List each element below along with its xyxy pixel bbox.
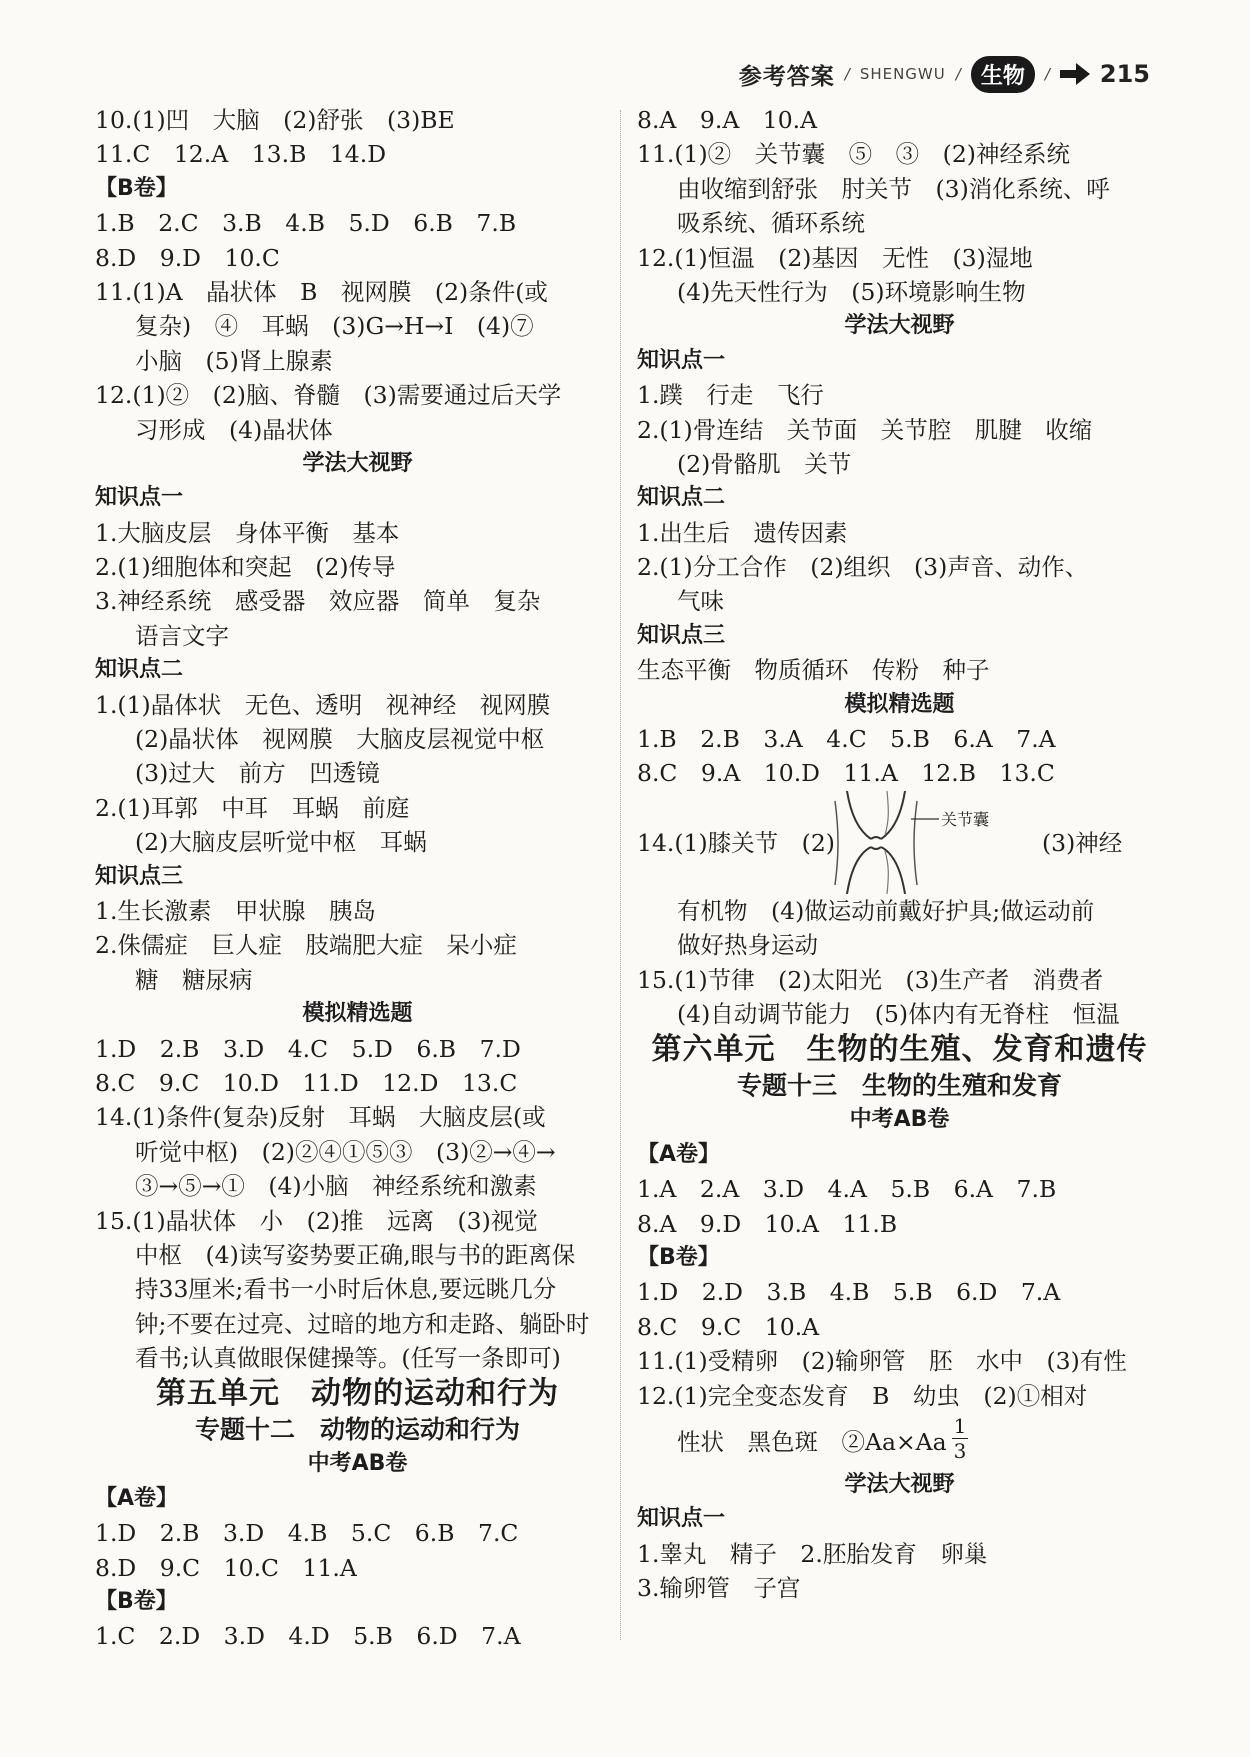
answer-line: 11.(1)受精卵 (2)输卵管 胚 水中 (3)有性 bbox=[637, 1347, 1127, 1376]
fraction bbox=[952, 1415, 968, 1462]
answer-line: 1.B 2.C 3.B 4.B 5.D 6.B 7.B bbox=[95, 209, 517, 238]
topic-title: 专题十二 动物的运动和行为 bbox=[194, 1415, 520, 1445]
answer-line: (2)晶状体 视网膜 大脑皮层视觉中枢 bbox=[135, 725, 545, 754]
answer-line: 8.D 9.C 10.C 11.A bbox=[95, 1553, 357, 1582]
header-pinyin: SHENGWU bbox=[859, 65, 946, 83]
answer-line: 10.(1)凹 大脑 (2)舒张 (3)BE bbox=[95, 106, 455, 134]
section-heading: 学法大视野 bbox=[844, 313, 955, 339]
answer-line: 语言文字 bbox=[135, 621, 229, 650]
answer-line: 持33厘米;看书一小时后休息,要远眺几分 bbox=[135, 1275, 557, 1304]
section-label: 知识点二 bbox=[637, 485, 726, 511]
unit-title: 第六单元 生物的生殖、发育和遗传 bbox=[651, 1032, 1148, 1068]
answer-line: 11.(1)A 晶状体 B 视网膜 (2)条件(或 bbox=[95, 277, 548, 306]
answer-line: 12.(1)完全变态发育 B 幼虫 (2)①相对 bbox=[637, 1381, 1088, 1410]
answer-line: 1.D 2.B 3.D 4.B 5.C 6.B 7.C bbox=[95, 1519, 519, 1548]
answer-line: 8.A 9.D 10.A 11.B bbox=[637, 1209, 898, 1238]
answer-line: 3.输卵管 子宫 bbox=[637, 1574, 801, 1603]
section-label: 【A卷】 bbox=[637, 1141, 721, 1167]
answer-line: 11.C 12.A 13.B 14.D bbox=[95, 140, 387, 169]
answer-line: 11.(1)② 关节囊 ⑤ ③ (2)神经系统 bbox=[637, 140, 1070, 169]
answer-line: 12.(1)恒温 (2)基因 无性 (3)湿地 bbox=[637, 243, 1033, 272]
answer-line: 1.D 2.B 3.D 4.C 5.D 6.B 7.D bbox=[95, 1034, 521, 1063]
section-label: 知识点二 bbox=[95, 657, 184, 683]
answer-line: 1.(1)晶体状 无色、透明 视神经 视网膜 bbox=[95, 690, 551, 719]
answer-line: 复杂) ④ 耳蜗 (3)G→H→I (4)⑦ bbox=[135, 312, 534, 341]
answer-line: 8.D 9.D 10.C bbox=[95, 243, 280, 272]
topic-title: 专题十三 生物的生殖和发育 bbox=[736, 1071, 1062, 1101]
answer-line: 2.(1)分工合作 (2)组织 (3)声音、动作、 bbox=[637, 553, 1089, 582]
section-label: 【B卷】 bbox=[95, 1589, 178, 1615]
joint-capsule-label: 关节囊 bbox=[941, 809, 990, 829]
header-label: 参考答案 bbox=[738, 63, 835, 90]
right-arrow-icon bbox=[1060, 63, 1090, 85]
answer-line: 1.生长激素 甲状腺 胰岛 bbox=[95, 896, 376, 925]
answer-line: 1.出生后 遗传因素 bbox=[637, 518, 848, 547]
subject-badge: 生物 bbox=[971, 56, 1035, 93]
section-label: 知识点一 bbox=[95, 485, 184, 511]
answer-line: 15.(1)节律 (2)太阳光 (3)生产者 消费者 bbox=[637, 965, 1104, 994]
answer-line: 1.B 2.B 3.A 4.C 5.B 6.A 7.A bbox=[637, 725, 1056, 754]
fraction-denominator: 3 bbox=[953, 1438, 967, 1463]
answer-line: 8.C 9.C 10.D 11.D 12.D 13.C bbox=[95, 1068, 518, 1097]
section-label: 知识点一 bbox=[637, 347, 726, 373]
section-label: 【B卷】 bbox=[95, 175, 178, 201]
answer-line: 由收缩到舒张 肘关节 (3)消化系统、呼 bbox=[677, 174, 1110, 203]
section-heading: 中考AB卷 bbox=[849, 1107, 950, 1133]
answer-line: 1.睾丸 精子 2.胚胎发育 卵巢 bbox=[637, 1539, 988, 1568]
answer-line: 气味 bbox=[677, 587, 724, 616]
right-column bbox=[637, 103, 1162, 1605]
fraction-row bbox=[637, 1413, 1162, 1468]
answer-line: 有机物 (4)做运动前戴好护具;做运动前 bbox=[677, 896, 1095, 925]
section-label: 【B卷】 bbox=[637, 1244, 720, 1270]
answer-line: 钟;不要在过亮、过暗的地方和走路、躺卧时 bbox=[135, 1309, 590, 1338]
answer-line: 1.A 2.A 3.D 4.A 5.B 6.A 7.B bbox=[637, 1175, 1057, 1204]
answer-line: 看书;认真做眼保健操等。(任写一条即可) bbox=[135, 1344, 561, 1373]
answer-line: 性状 黑色斑 ②Aa×Aa bbox=[677, 1427, 947, 1456]
answer-line: 糖 糖尿病 bbox=[135, 965, 253, 994]
answer-line: 1.大脑皮层 身体平衡 基本 bbox=[95, 518, 400, 547]
answer-line: (3)神经 bbox=[1042, 828, 1123, 857]
section-label: 知识点一 bbox=[637, 1506, 726, 1532]
answer-line: 中枢 (4)读写姿势要正确,眼与书的距离保 bbox=[135, 1240, 576, 1269]
knee-diagram-row bbox=[637, 791, 1162, 894]
unit-title: 第五单元 动物的运动和行为 bbox=[156, 1376, 559, 1412]
section-heading: 学法大视野 bbox=[844, 1471, 955, 1497]
section-heading: 模拟精选题 bbox=[302, 1001, 413, 1027]
answer-line: 14.(1)膝关节 (2) bbox=[637, 828, 835, 857]
header-slash: / bbox=[955, 65, 961, 83]
page-header bbox=[739, 52, 1150, 96]
answer-line: ③→⑤→① (4)小脑 神经系统和激素 bbox=[135, 1172, 537, 1201]
answer-line: (4)先天性行为 (5)环境影响生物 bbox=[677, 277, 1026, 306]
section-label: 知识点三 bbox=[637, 622, 726, 648]
answer-line: (2)大脑皮层听觉中枢 耳蜗 bbox=[135, 828, 427, 857]
answer-line: 8.C 9.A 10.D 11.A 12.B 13.C bbox=[637, 759, 1055, 788]
answer-line: (2)骨骼肌 关节 bbox=[677, 449, 852, 478]
answer-line: (4)自动调节能力 (5)体内有无脊柱 恒温 bbox=[677, 999, 1120, 1028]
answer-line: 听觉中枢) (2)②④①⑤③ (3)②→④→ bbox=[135, 1137, 556, 1166]
header-slash: / bbox=[1044, 65, 1050, 83]
answer-line: 2.(1)细胞体和突起 (2)传导 bbox=[95, 553, 396, 582]
answer-line: 小脑 (5)肾上腺素 bbox=[135, 346, 333, 375]
page-number: 215 bbox=[1099, 60, 1150, 88]
answer-line: 2.侏儒症 巨人症 肢端肥大症 呆小症 bbox=[95, 931, 517, 960]
section-heading: 模拟精选题 bbox=[844, 691, 955, 717]
answer-line: 12.(1)② (2)脑、脊髓 (3)需要通过后天学 bbox=[95, 381, 562, 410]
answer-line: (3)过大 前方 凹透镜 bbox=[135, 759, 380, 788]
answer-line: 3.神经系统 感受器 效应器 简单 复杂 bbox=[95, 587, 541, 616]
section-label: 【A卷】 bbox=[95, 1485, 179, 1511]
answer-line: 吸系统、循环系统 bbox=[677, 209, 865, 238]
answer-line: 生态平衡 物质循环 传粉 种子 bbox=[637, 656, 990, 685]
answer-line: 15.(1)晶状体 小 (2)推 远离 (3)视觉 bbox=[95, 1206, 538, 1235]
left-column bbox=[95, 103, 620, 1654]
section-label: 知识点三 bbox=[95, 863, 184, 889]
answer-line: 2.(1)骨连结 关节面 关节腔 肌腱 收缩 bbox=[637, 415, 1093, 444]
answer-line: 14.(1)条件(复杂)反射 耳蜗 大脑皮层(或 bbox=[95, 1103, 546, 1132]
answer-line: 2.(1)耳郭 中耳 耳蜗 前庭 bbox=[95, 793, 410, 822]
knee-joint-diagram bbox=[827, 791, 1067, 894]
fraction-numerator: 1 bbox=[953, 1413, 967, 1438]
answer-line: 1.蹼 行走 飞行 bbox=[637, 381, 824, 410]
answer-line: 1.D 2.D 3.B 4.B 5.B 6.D 7.A bbox=[637, 1278, 1061, 1307]
answer-line: 习形成 (4)晶状体 bbox=[135, 415, 333, 444]
answer-line: 8.C 9.C 10.A bbox=[637, 1312, 820, 1341]
header-slash: / bbox=[844, 65, 850, 83]
answer-line: 1.C 2.D 3.D 4.D 5.B 6.D 7.A bbox=[95, 1622, 521, 1651]
answer-line: 做好热身运动 bbox=[677, 931, 818, 960]
answer-line: 8.A 9.A 10.A bbox=[637, 106, 818, 134]
section-heading: 学法大视野 bbox=[302, 450, 413, 476]
column-divider bbox=[620, 110, 621, 1640]
section-heading: 中考AB卷 bbox=[307, 1451, 408, 1477]
